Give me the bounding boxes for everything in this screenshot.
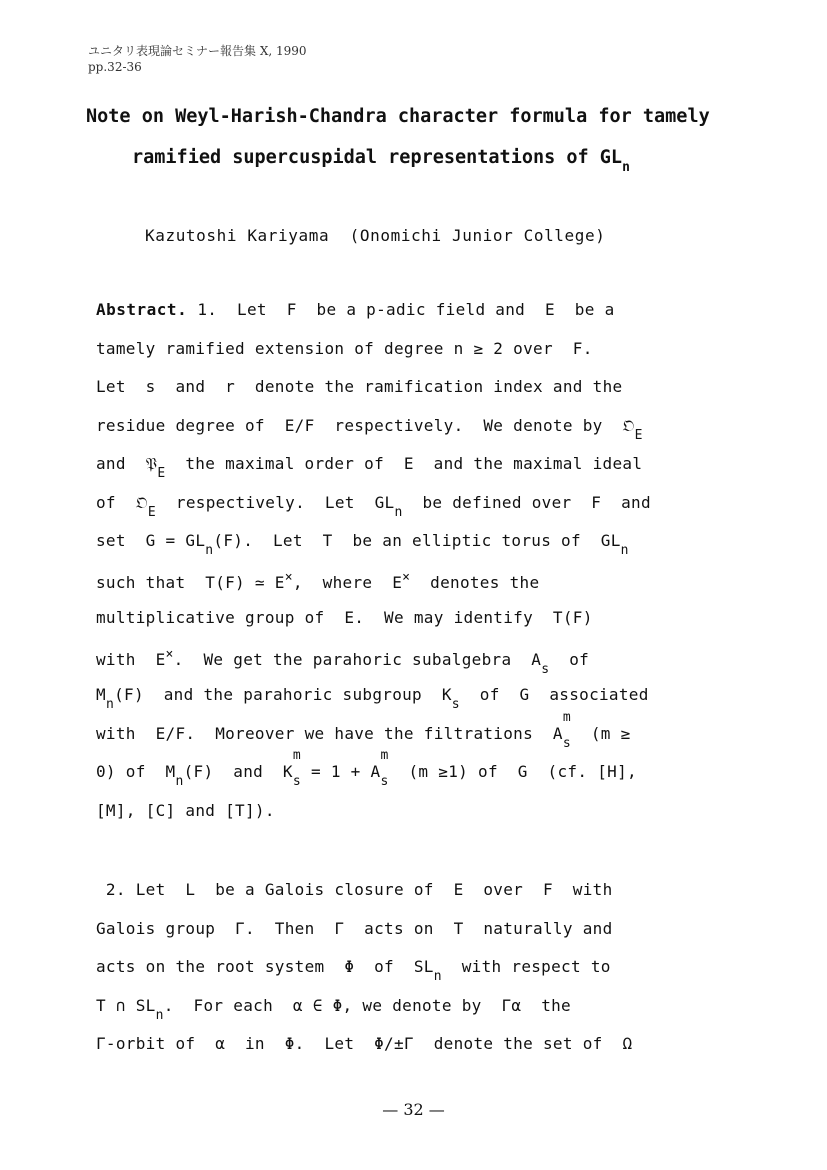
journal-header: ユニタリ表現論セミナー報告集 X, 1990 <box>88 44 307 58</box>
text-run: respectively. Let GL <box>156 492 395 512</box>
abstract-para2-line-2 <box>96 919 613 938</box>
text-run: set G = GL <box>96 531 206 550</box>
abstract-para1-line-2 <box>96 339 593 358</box>
text-run: acts on the root system Φ of SL <box>96 957 434 976</box>
text-run: = 1 + A <box>301 762 381 781</box>
text-run: Let s and r denote the ramification index and the <box>96 377 623 396</box>
text-run: . For each α ∈ Φ, we denote by Γα the <box>163 995 571 1015</box>
text-run: be defined over F and <box>402 492 651 512</box>
subscript: n <box>155 1007 164 1023</box>
subscript: n <box>205 543 214 558</box>
text-run: (F) and the parahoric subgroup K <box>114 685 452 704</box>
text-run: and 𝔓 <box>96 454 158 473</box>
text-run: residue degree of E/F respectively. We denote by 𝔒 <box>96 415 635 435</box>
page-number: — 32 — <box>382 1100 445 1119</box>
text-run: (m ≥1) of G (cf. [H], <box>388 762 637 781</box>
text-run: 0) of M <box>96 762 176 781</box>
text-run: , where E <box>292 572 403 592</box>
abstract-para1-line-12 <box>96 709 631 751</box>
text-run: such that T(F) ≃ E <box>96 572 285 592</box>
text-run: of G associated <box>459 685 649 704</box>
abstract-para2-line-5 <box>96 1034 632 1053</box>
superscript: × <box>402 569 411 585</box>
abstract-para1-line-10 <box>96 647 589 677</box>
abstract-para1-line-5 <box>96 454 642 481</box>
author-line: Kazutoshi Kariyama (Onomichi Junior College) <box>145 226 606 245</box>
text-run: (m ≥ <box>570 723 631 743</box>
text-run: (F). Let T be an elliptic torus of GL <box>213 531 621 550</box>
abstract-para1-line-14 <box>96 801 275 820</box>
paper-title-line2 <box>132 147 630 175</box>
abstract-para2-line-4 <box>96 996 571 1023</box>
text-run: 1. Let F be a p-adic field and E be a <box>197 300 615 319</box>
page-range: pp.32-36 <box>88 60 142 74</box>
text-run: with E <box>96 649 166 669</box>
text-run: tamely ramified extension of degree n ≥ 2 over F. <box>96 338 593 358</box>
subscript: s <box>451 697 460 712</box>
abstract-para2-line-3 <box>96 957 611 984</box>
sub-sup-script: $_s$ m <box>380 748 389 789</box>
text-run: . We get the parahoric subalgebra A <box>173 649 542 669</box>
text-run: of <box>549 649 590 669</box>
abstract-para1-line-3 <box>96 377 622 396</box>
text-run: (F) and K <box>183 762 293 781</box>
abstract-para1-line-11 <box>96 685 649 712</box>
title-subscript: n <box>622 160 630 175</box>
sub-sup-script: $_s$ m <box>292 748 302 789</box>
abstract-para1-line-7 <box>96 531 629 558</box>
paper-title-line1: Note on Weyl-Harish-Chandra character formula for tamely <box>86 106 710 127</box>
text-run: 2. Let L be a Galois closure of E over F with <box>96 880 613 899</box>
text-run: T ∩ SL <box>96 995 156 1015</box>
subscript: n <box>105 697 115 712</box>
superscript: × <box>165 646 174 662</box>
subscript: n <box>394 504 403 520</box>
text-run: Galois group Γ. Then Γ acts on T naturally and <box>96 918 613 938</box>
text-run: M <box>96 685 106 704</box>
subscript: n <box>620 543 629 558</box>
text-run: the maximal order of E and the maximal ideal <box>165 454 643 473</box>
text-run: multiplicative group of E. We may identify T(F) <box>96 608 593 627</box>
subscript: n <box>175 774 184 789</box>
subscript: E <box>147 504 157 520</box>
text-run: [M], [C] and [T]). <box>96 800 275 820</box>
subscript: E <box>157 466 166 481</box>
subscript: n <box>433 969 442 984</box>
sub-sup-script: $_s$ m <box>562 709 571 751</box>
text-run: with E/F. Moreover we have the filtrations A <box>96 723 563 743</box>
abstract-para1-line-13 <box>96 748 637 789</box>
abstract-heading: Abstract. <box>96 300 198 319</box>
title-text: ramified supercuspidal representations of GL <box>132 147 623 168</box>
abstract-para1-line-4 <box>96 416 643 443</box>
subscript: s <box>541 661 550 677</box>
abstract-para1-line-8 <box>96 570 539 592</box>
text-run: Γ-orbit of α in Φ. Let Φ/±Γ denote the set of Ω <box>96 1034 633 1053</box>
text-run: with respect to <box>441 957 611 976</box>
text-run: of 𝔒 <box>96 492 148 512</box>
abstract-para1-line-1 <box>96 300 615 319</box>
abstract-para1-line-6 <box>96 493 651 520</box>
abstract-para2-line-1 <box>96 880 613 899</box>
subscript: E <box>634 427 643 443</box>
abstract-para1-line-9 <box>96 608 593 627</box>
superscript: × <box>284 569 293 585</box>
text-run: denotes the <box>410 572 540 592</box>
